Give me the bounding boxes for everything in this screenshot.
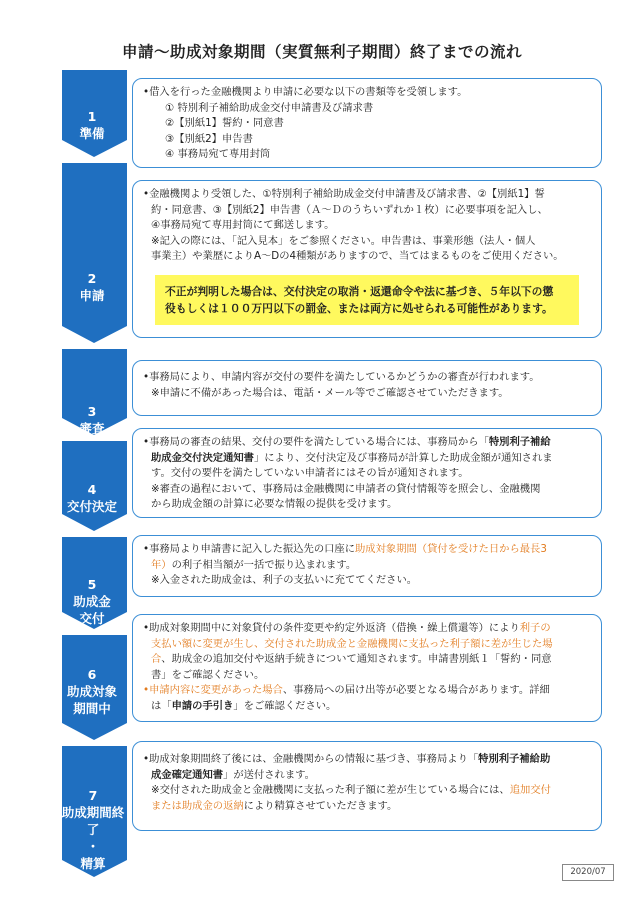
step-4-line: ※審査の過程において、事務局は金融機関に申請者の貸付情報等を照会し、金融機関 bbox=[151, 482, 541, 495]
step-7-line: または助成金の返納により精算させていただきます。 bbox=[151, 799, 398, 812]
step-7-box bbox=[132, 741, 602, 831]
step-1-line: •借入を行った金融機関より申請に必要な以下の書類等を受領します。 bbox=[143, 86, 468, 98]
step-2-line: 約・同意書、③【別紙2】申告書（Ａ〜Ｄのうちいずれか１枚）に必要事項を記入し、 bbox=[151, 203, 548, 216]
step-4-label: 4 交付決定 bbox=[66, 482, 117, 514]
step-6-line: •助成対象期間中に対象貸付の条件変更や約定外返済（借換・繰上償還等）により利子の bbox=[143, 622, 551, 634]
step-3-line: ※申請に不備があった場合は、電話・メール等でご確認させていただきます。 bbox=[151, 386, 509, 399]
step-6-box bbox=[132, 614, 602, 722]
document-date: 2020/07 bbox=[562, 864, 614, 881]
step-2-box bbox=[132, 180, 602, 338]
step-4-line: から助成金額の計算に必要な情報の提供を受けます。 bbox=[151, 498, 398, 511]
step-6-label: 6 助成対象 期間中 bbox=[66, 667, 117, 716]
step-5-label: 5 助成金 交付 bbox=[73, 577, 111, 626]
step-4-line: 助成金交付決定通知書」により、交付決定及び事務局が計算した助成金額が通知されま bbox=[151, 451, 553, 464]
step-4-line: •事務局の審査の結果、交付の要件を満たしている場合には、事務局から「特別利子補給 bbox=[143, 436, 551, 448]
step-5-line: 年）の利子相当額が一括で振り込まれます。 bbox=[151, 558, 357, 571]
step-1-line: ③【別紙2】申告書 bbox=[165, 132, 253, 145]
step-6-line: 合、助成金の追加交付や返納手続きについて通知されます。申請書別紙１「誓約・同意 bbox=[151, 653, 552, 666]
step-6-line: 書」をご確認ください。 bbox=[151, 668, 265, 681]
step-2-line: ※記入の際には、「記入見本」をご参照ください。申告書は、事業形態（法人・個人 bbox=[151, 234, 536, 247]
step-6-line: 支払い額に変更が生し、交付された助成金と金融機関に支払った利子額に差が生じた場 bbox=[151, 637, 553, 650]
step-1-label: 1 準備 bbox=[79, 109, 105, 141]
step-6-line: •申請内容に変更があった場合、事務局への届け出等が必要となる場合があります。詳細 bbox=[143, 684, 550, 697]
step-1-line: ④ 事務局宛て専用封筒 bbox=[165, 148, 271, 161]
page-title: 申請〜助成対象期間（実質無利子期間）終了までの流れ bbox=[121, 43, 522, 61]
step-3-label: 3 審査 bbox=[79, 404, 105, 436]
step-7-label: 7 助成期間終了 ・ 精算 bbox=[61, 788, 125, 871]
step-7-line: 成金確定通知書」が送付されます。 bbox=[151, 768, 315, 781]
step-3-box bbox=[132, 360, 602, 416]
step-5-line: ※入金された助成金は、利子の支払いに充ててください。 bbox=[151, 574, 418, 587]
step-7-line: •助成対象期間終了後には、金融機関からの情報に基づき、事務局より「特別利子補給助 bbox=[143, 753, 551, 765]
step-5-box bbox=[132, 535, 602, 597]
step-1-line: ②【別紙1】誓約・同意書 bbox=[165, 117, 284, 130]
step-2-arrow bbox=[62, 163, 127, 343]
step-7-line: ※交付された助成金と金融機関に支払った利子額に差が生じている場合には、追加交付 bbox=[151, 784, 551, 797]
step-2-label: 2 申請 bbox=[79, 271, 105, 303]
step-4-line: す。交付の要件を満たしていない申請者にはその旨が通知されます。 bbox=[151, 467, 469, 480]
step-1-line: ① 特別利子補給助成金交付申請書及び請求書 bbox=[165, 101, 374, 114]
penalty-warning: 不正が判明した場合は、交付決定の取消・返還命令や法に基づき、５年以下の懲 役もしくは１００万円以下の罰金、または両方に処せられる可能性があります。 bbox=[155, 275, 579, 325]
step-2-line: 事業主）や業歴によりA〜Dの4種類がありますので、当てはまるものをご使用ください。 bbox=[151, 250, 564, 263]
step-5-line: •事務局より申請書に記入した振込先の口座に助成対象期間（貸付を受けた日から最長3 bbox=[143, 543, 547, 555]
step-1-box bbox=[132, 78, 602, 168]
step-2-line: ④事務局宛て専用封筒にて郵送します。 bbox=[151, 219, 335, 232]
step-2-line: •金融機関より受領した、①特別利子補給助成金交付申請書及び請求書、②【別紙1】誓 bbox=[143, 188, 545, 200]
step-3-line: •事務局により、申請内容が交付の要件を満たしているかどうかの審査が行われます。 bbox=[143, 371, 540, 383]
step-4-box bbox=[132, 428, 602, 518]
step-6-line: は「申請の手引き」をご確認ください。 bbox=[151, 699, 337, 712]
